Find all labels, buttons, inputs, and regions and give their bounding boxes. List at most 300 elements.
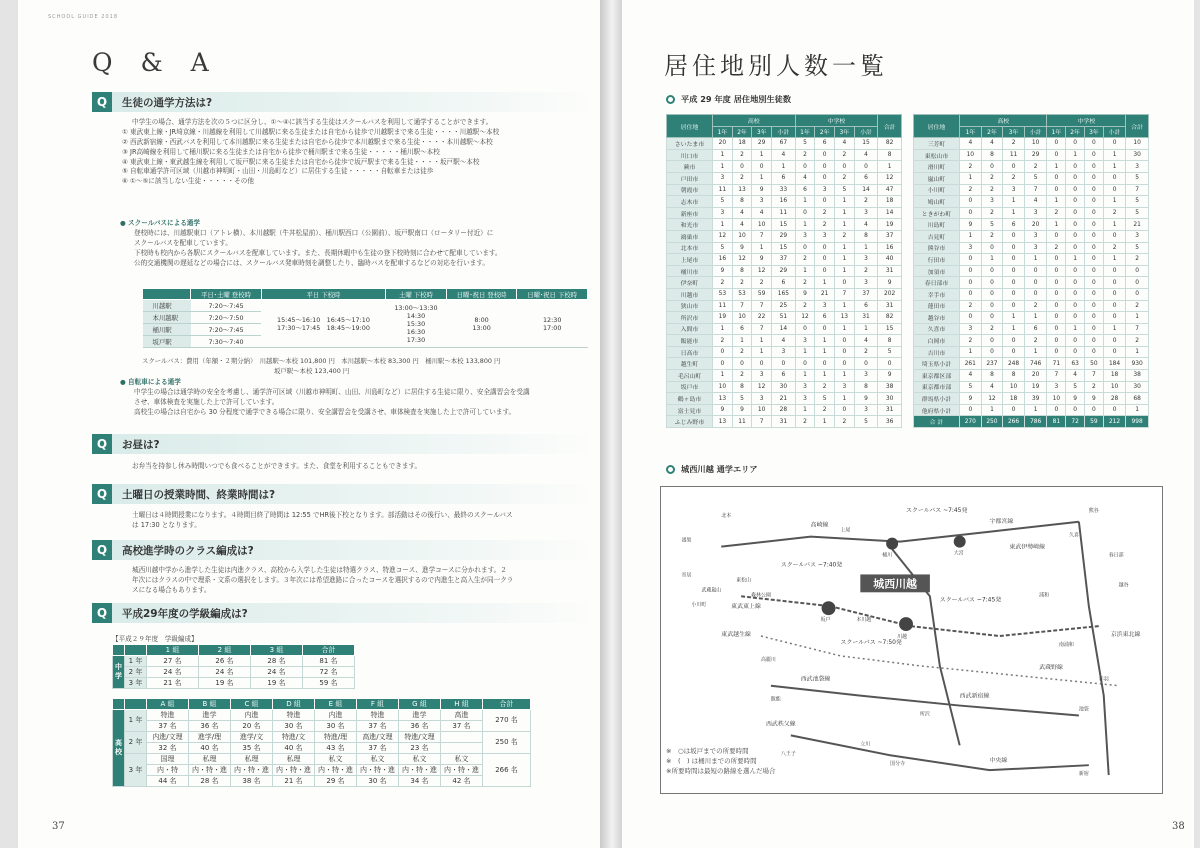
count-cell: 59	[752, 288, 772, 300]
count-cell: 1	[1047, 196, 1066, 208]
table-row	[914, 335, 1149, 347]
table-row	[667, 416, 902, 428]
count-cell: 15	[772, 219, 796, 231]
count-cell: 0	[1066, 277, 1085, 289]
count-cell: 8	[854, 230, 878, 242]
grade-label: 1 年	[125, 710, 147, 732]
weekday-pm-line: 17:30～17:45 18:45～19:00	[277, 323, 370, 332]
class-cell: 44 名	[147, 776, 189, 787]
count-cell: 2	[960, 335, 982, 347]
count-cell: 2	[834, 172, 854, 184]
class-cell: 37 名	[441, 721, 483, 732]
class-cell: 内・特・進	[357, 765, 399, 776]
count-cell: 0	[1047, 277, 1066, 289]
class-cell: 38 名	[231, 776, 273, 787]
line-label: 西武池袋線	[800, 675, 831, 683]
class-total: 81 名	[303, 656, 355, 667]
station-label: 飯能	[770, 696, 781, 703]
table-row	[667, 254, 902, 266]
count-cell: 0	[1047, 254, 1066, 266]
count-cell: 12	[752, 265, 772, 277]
count-cell: 0	[960, 265, 982, 277]
col-header: H 組	[441, 699, 483, 710]
q-badge: Q	[92, 434, 112, 454]
grade-label: 2 年	[125, 732, 147, 754]
count-cell: 8	[981, 370, 1003, 382]
place-name: 東京都区部	[914, 370, 960, 382]
count-cell: 4	[1024, 196, 1047, 208]
col-header	[125, 645, 147, 656]
count-cell: 1	[752, 335, 772, 347]
count-cell: 9	[878, 370, 902, 382]
col-header: 小計	[854, 126, 878, 138]
count-cell: 0	[1085, 138, 1104, 150]
count-cell: 0	[1085, 230, 1104, 242]
class-cell: 特進	[273, 710, 315, 721]
count-cell: 12	[713, 230, 733, 242]
count-cell: 12	[981, 393, 1003, 405]
count-cell: 0	[1085, 346, 1104, 358]
class-cell: 進学	[189, 710, 231, 721]
count-cell: 14	[878, 207, 902, 219]
count-cell: 0	[834, 358, 854, 370]
saturday-time: 15:30	[406, 319, 426, 328]
count-cell: 237	[981, 358, 1003, 370]
lunch-answer	[122, 462, 592, 472]
school-label: 城西川越	[873, 577, 917, 591]
count-cell: 746	[1024, 358, 1047, 370]
count-cell: 0	[1047, 323, 1066, 335]
count-cell: 0	[1024, 265, 1047, 277]
count-cell: 21	[815, 288, 835, 300]
count-cell: 0	[878, 358, 902, 370]
method-6: ⑥ ①～⑤に該当しない生徒・・・・・その他	[122, 177, 254, 186]
count-cell: 0	[960, 207, 982, 219]
line-label: 京浜東北線	[1110, 631, 1141, 639]
col-header: 3年	[1003, 126, 1025, 138]
place-name: 越谷市	[914, 312, 960, 324]
count-cell: 2	[1126, 254, 1149, 266]
method-4: ④ 東武東上線・東武越生線を利用して坂戸駅に来る生徒または自宅から徒歩で坂戸駅まで来る生徒・・・・坂戸駅～本校	[122, 157, 480, 166]
col-header: 2年	[732, 126, 752, 138]
col-header: 小計	[772, 126, 796, 138]
count-cell: 1	[834, 207, 854, 219]
count-cell: 6	[854, 300, 878, 312]
count-cell: 4	[981, 138, 1003, 150]
col-header: 2 組	[199, 645, 251, 656]
col-header: A 組	[147, 699, 189, 710]
count-cell: 3	[854, 404, 878, 416]
count-cell: 8	[981, 149, 1003, 161]
count-cell: 0	[1047, 138, 1066, 150]
place-name: 東松山市	[914, 149, 960, 161]
count-cell: 1	[752, 242, 772, 254]
count-cell: 5	[878, 346, 902, 358]
place-name: 北本市	[667, 242, 713, 254]
count-cell: 0	[1066, 219, 1085, 231]
col-header: 小計	[1024, 126, 1047, 138]
count-cell: 0	[981, 312, 1003, 324]
total-cell: 270	[960, 416, 982, 428]
count-cell: 0	[1066, 172, 1085, 184]
place-name: 鶴ヶ島市	[667, 393, 713, 405]
place-name: 伊奈町	[667, 277, 713, 289]
station-label: 鴻巣	[681, 537, 692, 544]
count-cell: 9	[1066, 393, 1085, 405]
class-cell: 内進/文理	[147, 732, 189, 743]
class-cell: 内・特	[147, 765, 189, 776]
count-cell: 2	[795, 149, 815, 161]
count-cell: 1	[795, 370, 815, 382]
count-cell: 0	[834, 404, 854, 416]
count-cell: 53	[713, 288, 733, 300]
count-cell: 11	[732, 416, 752, 428]
count-cell: 36	[878, 416, 902, 428]
col-header: 合計	[483, 699, 531, 710]
count-cell: 37	[772, 254, 796, 266]
line-label: 中央線	[989, 757, 1008, 765]
count-cell: 10	[732, 312, 752, 324]
count-cell: 4	[854, 219, 878, 231]
rail-line	[1078, 522, 1109, 778]
count-cell: 6	[1003, 219, 1025, 231]
count-cell: 5	[713, 242, 733, 254]
count-cell: 0	[834, 346, 854, 358]
class-cell: 内・特・進	[315, 765, 357, 776]
count-cell: 3	[815, 230, 835, 242]
count-cell: 1	[713, 149, 733, 161]
count-cell: 68	[1126, 393, 1149, 405]
place-name: 東京都市部	[914, 381, 960, 393]
count-cell: 0	[1126, 288, 1149, 300]
count-cell: 4	[854, 335, 878, 347]
class-cell: 内・特・進	[441, 765, 483, 776]
count-cell: 10	[960, 149, 982, 161]
count-cell: 0	[1103, 312, 1126, 324]
station-label: 桶川	[882, 552, 893, 559]
count-cell: 2	[1024, 161, 1047, 173]
class-cell	[441, 732, 483, 743]
bus-col-header: 日曜･祝日 登校時	[446, 289, 517, 300]
count-cell: 6	[772, 277, 796, 289]
count-cell: 16	[713, 254, 733, 266]
count-cell: 10	[752, 219, 772, 231]
table-row	[667, 312, 902, 324]
holiday-time: 13:00	[472, 323, 491, 332]
count-cell: 1	[1024, 404, 1047, 416]
count-cell: 0	[1103, 138, 1126, 150]
count-cell: 10	[1024, 138, 1047, 150]
count-cell: 0	[1003, 300, 1025, 312]
table-row	[667, 393, 902, 405]
col-header: 居住地	[914, 115, 960, 138]
count-cell: 2	[815, 207, 835, 219]
count-cell: 2	[732, 370, 752, 382]
col-header	[125, 699, 147, 710]
place-name: 幸手市	[914, 288, 960, 300]
col-header	[113, 699, 125, 710]
count-cell: 2	[960, 184, 982, 196]
subtitle-text: 平成 29 年度 居住地別生徒数	[681, 94, 792, 104]
count-cell: 1	[795, 196, 815, 208]
class-cell: 21 名	[273, 776, 315, 787]
place-name: ふじみ野市	[667, 416, 713, 428]
col-header: 合計	[878, 115, 902, 138]
count-cell: 28	[772, 404, 796, 416]
count-cell: 10	[1047, 393, 1066, 405]
bus-text: スクールバスを配車しています。	[134, 238, 232, 247]
col-header: 1年	[960, 126, 982, 138]
count-cell: 2	[1003, 138, 1025, 150]
q-badge: Q	[92, 540, 112, 560]
count-cell: 0	[960, 404, 982, 416]
count-cell: 0	[1085, 265, 1104, 277]
morning-time: 7:20～7:50	[191, 312, 262, 324]
count-cell: 2	[854, 196, 878, 208]
count-cell: 2	[981, 230, 1003, 242]
table-row	[667, 300, 902, 312]
count-cell: 0	[815, 172, 835, 184]
table-row	[914, 358, 1149, 370]
count-cell: 2	[815, 404, 835, 416]
count-cell: 1	[815, 277, 835, 289]
count-cell: 3	[1003, 184, 1025, 196]
class-count: 19 名	[251, 678, 303, 689]
count-cell: 0	[1085, 149, 1104, 161]
class-total: 250 名	[483, 732, 531, 754]
count-cell: 0	[834, 161, 854, 173]
count-cell: 2	[732, 346, 752, 358]
count-cell: 2	[713, 277, 733, 289]
count-cell: 8	[732, 196, 752, 208]
count-cell: 9	[752, 254, 772, 266]
class-cell: 進学	[399, 710, 441, 721]
station-label: 八王子	[780, 751, 796, 758]
class-table-label: 【平成２９年度 学級編成】	[112, 635, 198, 643]
col-header: 1 組	[147, 645, 199, 656]
count-cell: 0	[1066, 242, 1085, 254]
count-cell: 11	[1003, 149, 1025, 161]
count-cell: 4	[981, 381, 1003, 393]
place-name: 坂戸市	[667, 381, 713, 393]
place-name: 熊谷市	[914, 242, 960, 254]
count-cell: 0	[981, 300, 1003, 312]
count-cell: 0	[1003, 288, 1025, 300]
count-cell: 3	[1024, 242, 1047, 254]
class-cell: 私理	[273, 754, 315, 765]
line-label: 東武越生線	[721, 631, 752, 639]
class-cell: 内・特・進	[273, 765, 315, 776]
bicycle-text: させ、車体検査を実施した上で許可しています。	[134, 397, 279, 406]
place-name: 入間市	[667, 323, 713, 335]
count-cell: 0	[1066, 335, 1085, 347]
col-header: 小計	[1103, 126, 1126, 138]
answer-text: 土曜日は４時間授業になります。４時間目終了時間は 12:55 でHR後下校となります。部活動はその後行い、最終のスクールバス	[132, 511, 513, 519]
class-cell: 42 名	[441, 776, 483, 787]
running-header: SCHOOL GUIDE 2018	[48, 14, 119, 20]
count-cell: 248	[1003, 358, 1025, 370]
class-total: 266 名	[483, 754, 531, 787]
count-cell: 0	[1003, 277, 1025, 289]
count-cell: 6	[815, 138, 835, 150]
col-header: 3年	[834, 126, 854, 138]
bus-label: スクールバス ~7:45発	[906, 506, 968, 514]
count-cell: 0	[1085, 300, 1104, 312]
table-row	[667, 184, 902, 196]
place-name: 滑川町	[914, 161, 960, 173]
count-cell: 29	[1024, 149, 1047, 161]
count-cell: 0	[1085, 219, 1104, 231]
count-cell: 0	[981, 346, 1003, 358]
class-cell: 34 名	[399, 776, 441, 787]
count-cell: 0	[815, 358, 835, 370]
count-cell: 2	[732, 277, 752, 289]
count-cell: 184	[1103, 358, 1126, 370]
saturday-answer	[122, 511, 592, 531]
table-row	[667, 172, 902, 184]
count-cell: 6	[815, 312, 835, 324]
count-cell: 4	[752, 207, 772, 219]
class-total: 270 名	[483, 710, 531, 732]
count-cell: 3	[854, 254, 878, 266]
saturday-time: 14:30	[406, 311, 426, 320]
count-cell: 5	[834, 184, 854, 196]
class-count: 24 名	[147, 667, 199, 678]
count-cell: 0	[815, 161, 835, 173]
count-cell: 1	[795, 346, 815, 358]
count-cell: 15	[854, 138, 878, 150]
count-cell: 0	[1047, 300, 1066, 312]
count-cell: 7	[1126, 184, 1149, 196]
class-cell: 進学/理	[189, 732, 231, 743]
residence-subtitle	[666, 94, 791, 105]
place-name: 朝霞市	[667, 184, 713, 196]
place-name: 和光市	[667, 219, 713, 231]
table-row	[914, 184, 1149, 196]
grade-label: 3 年	[125, 678, 147, 689]
count-cell: 0	[1103, 172, 1126, 184]
count-cell: 21	[1126, 219, 1149, 231]
count-cell: 1	[795, 265, 815, 277]
count-cell: 5	[732, 393, 752, 405]
count-cell: 2	[1024, 335, 1047, 347]
left-page	[18, 0, 600, 848]
count-cell: 1	[834, 323, 854, 335]
question-title: お昼は?	[122, 438, 160, 451]
count-cell: 1	[815, 416, 835, 428]
count-cell: 21	[772, 393, 796, 405]
count-cell: 0	[1103, 277, 1126, 289]
page-number: 37	[52, 821, 65, 832]
count-cell: 6	[772, 172, 796, 184]
count-cell: 3	[960, 242, 982, 254]
table-row	[914, 149, 1149, 161]
bicycle-text: 高校生の場合は自宅から 30 分程度で通学できる場合に限り、安全講習会を受講させ、車体検査を実施した上で許可しています。	[134, 407, 516, 416]
count-cell: 3	[713, 207, 733, 219]
count-cell: 0	[1066, 265, 1085, 277]
count-cell: 0	[1066, 312, 1085, 324]
count-cell: 3	[854, 370, 878, 382]
count-cell: 31	[854, 312, 878, 324]
count-cell: 31	[878, 265, 902, 277]
class-cell: 28 名	[189, 776, 231, 787]
book-spine	[600, 0, 622, 848]
place-name: 鳩山町	[914, 196, 960, 208]
class-cell: 私理	[231, 754, 273, 765]
count-cell: 8	[878, 149, 902, 161]
count-cell: 7	[732, 300, 752, 312]
saturday-pm-times	[386, 300, 447, 348]
count-cell: 0	[1103, 300, 1126, 312]
table-row	[667, 265, 902, 277]
table-row	[914, 346, 1149, 358]
station-label: 熊谷	[1088, 507, 1099, 514]
line-label: 宇都宮線	[989, 517, 1014, 525]
station-label: 立川	[860, 741, 871, 748]
count-cell: 2	[1003, 172, 1025, 184]
count-cell: 10	[1003, 381, 1025, 393]
count-cell: 8	[732, 381, 752, 393]
question-title: 土曜日の授業時間、終業時間は?	[122, 488, 276, 501]
count-cell: 0	[1085, 323, 1104, 335]
count-cell: 0	[1047, 335, 1066, 347]
count-cell: 7	[1085, 370, 1104, 382]
count-cell: 30	[772, 381, 796, 393]
table-row	[914, 404, 1149, 416]
count-cell: 1	[1024, 312, 1047, 324]
line-label: 東武伊勢崎線	[1009, 543, 1046, 551]
count-cell: 0	[713, 358, 733, 370]
bus-label: スクールバス ~7:40発	[780, 561, 843, 569]
count-cell: 2	[752, 277, 772, 289]
station-label: 春日部	[1108, 552, 1124, 559]
grade-label: 2 年	[125, 667, 147, 678]
count-cell: 0	[981, 265, 1003, 277]
col-header: 合計	[1126, 115, 1149, 138]
count-cell: 0	[1066, 288, 1085, 300]
place-name: 蕨市	[667, 161, 713, 173]
count-cell: 1	[1103, 219, 1126, 231]
station-label: 池袋	[1078, 706, 1089, 713]
line-label: 武蔵野線	[1039, 663, 1063, 671]
station-label: 赤羽	[1098, 676, 1109, 683]
bus-fare	[142, 357, 500, 376]
count-cell: 1	[960, 346, 982, 358]
count-cell: 9	[1085, 393, 1104, 405]
place-name: 戸田市	[667, 172, 713, 184]
count-cell: 1	[815, 335, 835, 347]
question-lunch	[92, 434, 592, 454]
table-row	[667, 370, 902, 382]
question-commute	[92, 92, 592, 112]
table-row	[914, 288, 1149, 300]
count-cell: 22	[752, 312, 772, 324]
count-cell: 0	[1003, 230, 1025, 242]
map-note: ※所要時間は最短の路線を選んだ場合	[666, 767, 776, 776]
count-cell: 0	[1003, 404, 1025, 416]
count-cell: 51	[772, 312, 796, 324]
col-header: 1年	[713, 126, 733, 138]
class-count: 28 名	[251, 656, 303, 667]
count-cell: 0	[960, 312, 982, 324]
count-cell: 3	[960, 323, 982, 335]
class-cell: 私理	[189, 754, 231, 765]
count-cell: 3	[752, 393, 772, 405]
section-label: 中学	[113, 656, 125, 689]
count-cell: 5	[1126, 196, 1149, 208]
count-cell: 0	[1085, 242, 1104, 254]
class-cell: 32 名	[147, 743, 189, 754]
